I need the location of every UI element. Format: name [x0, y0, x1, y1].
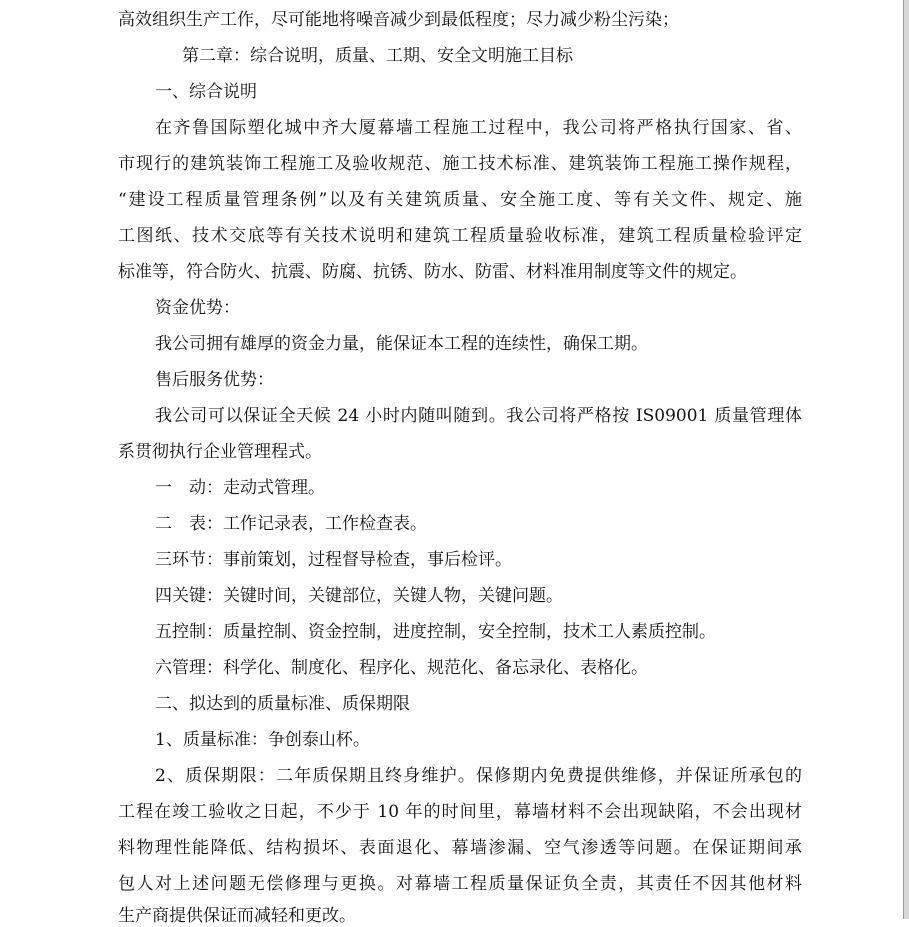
- list-item: 二 表：工作记录表，工作检查表。: [155, 514, 427, 534]
- page-edge-shadow: [904, 0, 909, 919]
- list-item: 五控制：质量控制、资金控制，进度控制，安全控制，技术工人素质控制。: [155, 622, 716, 642]
- list-item: 六管理：科学化、制度化、程序化、规范化、备忘录化、表格化。: [155, 658, 648, 678]
- paragraph-line: 1、质量标准：争创泰山杯。: [155, 730, 370, 750]
- paragraph-line: “建设工程质量管理条例”以及有关建筑质量、安全施工度、等有关文件、规定、施: [118, 190, 802, 210]
- paragraph-line: 市现行的建筑装饰工程施工及验收规范、施工技术标准、建筑装饰工程施工操作规程，: [118, 154, 802, 174]
- chapter-heading: 第二章：综合说明，质量、工期、安全文明施工目标: [182, 46, 573, 66]
- paragraph-line: 工程在竣工验收之日起，不少于 10 年的时间里，幕墙材料不会出现缺陷，不会出现材: [118, 802, 802, 822]
- paragraph-line: 包人对上述问题无偿修理与更换。对幕墙工程质量保证负全责，其责任不因其他材料: [118, 874, 802, 894]
- section-heading: 一、综合说明: [155, 82, 257, 102]
- subheading: 资金优势：: [155, 298, 240, 318]
- paragraph-line: 料物理性能降低、结构损坏、表面退化、幕墙渗漏、空气渗透等问题。在保证期间承: [118, 838, 802, 858]
- paragraph-line: 系贯彻执行企业管理程式。: [118, 442, 322, 462]
- paragraph-line: 在齐鲁国际塑化城中齐大厦幕墙工程施工过程中，我公司将严格执行国家、省、: [155, 118, 802, 138]
- paragraph-line: 标准等，符合防火、抗震、防腐、抗锈、防水、防雷、材料准用制度等文件的规定。: [118, 262, 747, 282]
- list-item: 一 动：走动式管理。: [155, 478, 325, 498]
- paragraph-line: 我公司可以保证全天候 24 小时内随叫随到。我公司将严格按 IS09001 质量管理体: [155, 406, 802, 426]
- paragraph-line: 生产商提供保证而减轻和更改。: [118, 906, 356, 926]
- list-item: 三环节：事前策划，过程督导检查，事后检评。: [155, 550, 512, 570]
- paragraph-line: 工图纸、技术交底等有关技术说明和建筑工程质量验收标准，建筑工程质量检验评定: [118, 226, 802, 246]
- section-heading: 二、拟达到的质量标准、质保期限: [155, 694, 410, 714]
- text-line: 高效组织生产工作，尽可能地将噪音减少到最低程度；尽力减少粉尘污染；: [118, 10, 679, 30]
- paragraph-line: 我公司拥有雄厚的资金力量，能保证本工程的连续性，确保工期。: [155, 334, 648, 354]
- paragraph-line: 2、质保期限：二年质保期且终身维护。保修期内免费提供维修，并保证所承包的: [155, 766, 802, 786]
- subheading: 售后服务优势：: [155, 370, 274, 390]
- list-item: 四关键：关键时间，关键部位，关键人物，关键问题。: [155, 586, 563, 606]
